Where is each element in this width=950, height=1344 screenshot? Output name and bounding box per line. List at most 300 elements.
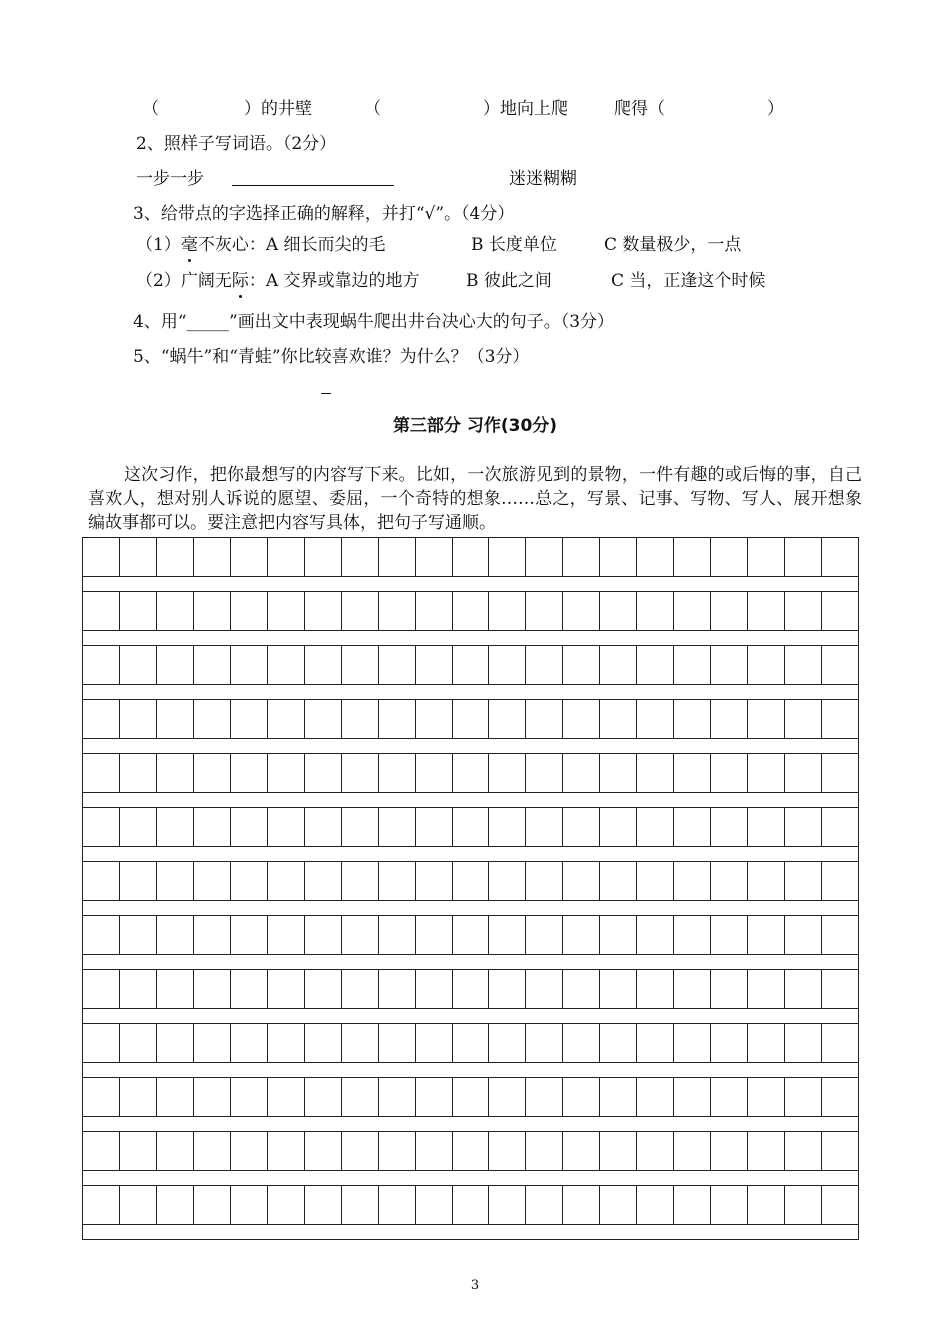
grid-cell[interactable] [416,808,453,846]
grid-cell[interactable] [600,862,637,900]
grid-cell[interactable] [711,646,748,684]
q3-item1-option-a: 不灰心：A 细长而尖的毛 [197,235,386,255]
grid-cell[interactable] [453,1078,490,1116]
grid-cell[interactable] [785,1078,822,1116]
grid-cell[interactable] [379,754,416,792]
grid-cell[interactable] [637,916,674,954]
grid-cell[interactable] [120,808,157,846]
grid-cell[interactable] [748,754,785,792]
grid-cell[interactable] [194,862,231,900]
grid-cell[interactable] [231,808,268,846]
grid-cell[interactable] [416,1024,453,1062]
grid-cell[interactable] [563,1078,600,1116]
grid-cell[interactable] [489,1078,526,1116]
grid-cell[interactable] [231,754,268,792]
grid-cell[interactable] [785,646,822,684]
grid-cell[interactable] [489,700,526,738]
grid-cell[interactable] [305,1078,342,1116]
grid-cell[interactable] [637,1132,674,1170]
grid-cell[interactable] [194,1024,231,1062]
grid-cell[interactable] [231,592,268,630]
grid-cell[interactable] [748,592,785,630]
grid-cell[interactable] [83,646,120,684]
grid-cell[interactable] [526,754,563,792]
grid-cell[interactable] [600,754,637,792]
grid-cell[interactable] [416,646,453,684]
q3-item1-option-b: B 长度单位 [471,235,557,255]
grid-cell[interactable] [711,1078,748,1116]
grid-cell[interactable] [268,1078,305,1116]
grid-cell[interactable] [748,1132,785,1170]
grid-cell[interactable] [637,808,674,846]
grid-cell[interactable] [379,970,416,1008]
grid-cell[interactable] [822,1024,858,1062]
grid-cell[interactable] [674,754,711,792]
grid-cell[interactable] [231,862,268,900]
grid-cell[interactable] [563,970,600,1008]
q3-item2-option-b: B 彼此之间 [466,271,552,291]
grid-cell[interactable] [268,646,305,684]
grid-cell[interactable] [489,970,526,1008]
grid-cell[interactable] [416,916,453,954]
grid-cell[interactable] [563,754,600,792]
grid-cell[interactable] [194,646,231,684]
grid-row [83,807,858,847]
grid-cell[interactable] [674,700,711,738]
page-number: 3 [470,1278,480,1293]
grid-cell[interactable] [194,916,231,954]
grid-cell[interactable] [120,970,157,1008]
grid-cell[interactable] [342,1132,379,1170]
grid-cell[interactable] [711,538,748,576]
grid-cell[interactable] [305,1024,342,1062]
grid-cell[interactable] [268,538,305,576]
grid-cell[interactable] [416,970,453,1008]
grid-cell[interactable] [157,754,194,792]
grid-cell[interactable] [489,1186,526,1224]
grid-cell[interactable] [342,1186,379,1224]
grid-cell[interactable] [231,646,268,684]
grid-cell[interactable] [453,1024,490,1062]
grid-cell[interactable] [822,916,858,954]
grid-cell[interactable] [563,1024,600,1062]
grid-cell[interactable] [453,646,490,684]
grid-cell[interactable] [268,1132,305,1170]
grid-cell[interactable] [526,700,563,738]
grid-cell[interactable] [526,592,563,630]
grid-cell[interactable] [563,1132,600,1170]
grid-cell[interactable] [379,1078,416,1116]
grid-cell[interactable] [342,1024,379,1062]
grid-row-gap [83,739,858,753]
grid-cell[interactable] [489,916,526,954]
grid-cell[interactable] [600,538,637,576]
q3-item1 [136,234,386,256]
grid-cell[interactable] [305,538,342,576]
grid-cell[interactable] [563,646,600,684]
grid-cell[interactable] [416,1078,453,1116]
grid-cell[interactable] [563,916,600,954]
grid-cell[interactable] [637,1186,674,1224]
grid-cell[interactable] [379,1186,416,1224]
grid-cell[interactable] [453,1132,490,1170]
grid-cell[interactable] [748,916,785,954]
grid-cell[interactable] [83,1186,120,1224]
grid-cell[interactable] [231,916,268,954]
grid-cell[interactable] [785,1132,822,1170]
grid-cell[interactable] [711,1024,748,1062]
grid-cell[interactable] [489,1132,526,1170]
grid-cell[interactable] [748,700,785,738]
grid-cell[interactable] [231,1132,268,1170]
grid-cell[interactable] [785,1024,822,1062]
grid-cell[interactable] [453,970,490,1008]
grid-cell[interactable] [637,754,674,792]
grid-cell[interactable] [231,700,268,738]
grid-cell[interactable] [822,970,858,1008]
grid-cell[interactable] [526,808,563,846]
grid-row [83,1023,858,1063]
grid-cell[interactable] [711,754,748,792]
grid-cell[interactable] [416,1132,453,1170]
grid-cell[interactable] [120,700,157,738]
grid-cell[interactable] [83,808,120,846]
grid-cell[interactable] [120,592,157,630]
grid-cell[interactable] [379,646,416,684]
grid-cell[interactable] [822,1078,858,1116]
grid-cell[interactable] [157,1024,194,1062]
grid-cell[interactable] [526,970,563,1008]
grid-cell[interactable] [268,754,305,792]
grid-cell[interactable] [748,808,785,846]
grid-cell[interactable] [305,916,342,954]
grid-cell[interactable] [637,862,674,900]
q2-example-a: 一步一步 [136,169,204,189]
grid-cell[interactable] [120,646,157,684]
grid-cell[interactable] [637,538,674,576]
grid-cell[interactable] [120,538,157,576]
grid-cell[interactable] [194,592,231,630]
grid-row-gap [83,955,858,969]
grid-cell[interactable] [600,700,637,738]
grid-cell[interactable] [268,808,305,846]
grid-cell[interactable] [453,592,490,630]
grid-cell[interactable] [120,1024,157,1062]
grid-cell[interactable] [711,970,748,1008]
grid-cell[interactable] [600,1024,637,1062]
grid-cell[interactable] [379,592,416,630]
grid-cell[interactable] [674,538,711,576]
grid-cell[interactable] [563,1186,600,1224]
grid-cell[interactable] [194,1186,231,1224]
grid-cell[interactable] [489,754,526,792]
grid-cell[interactable] [83,592,120,630]
grid-cell[interactable] [268,700,305,738]
grid-cell[interactable] [379,1024,416,1062]
grid-cell[interactable] [822,862,858,900]
grid-cell[interactable] [637,592,674,630]
grid-cell[interactable] [342,808,379,846]
grid-cell[interactable] [711,916,748,954]
grid-cell[interactable] [453,916,490,954]
grid-cell[interactable] [231,1024,268,1062]
grid-cell[interactable] [748,1186,785,1224]
grid-cell[interactable] [83,970,120,1008]
grid-cell[interactable] [453,808,490,846]
grid-cell[interactable] [526,1078,563,1116]
grid-cell[interactable] [785,592,822,630]
grid-cell[interactable] [157,916,194,954]
grid-cell[interactable] [489,808,526,846]
grid-cell[interactable] [600,1132,637,1170]
grid-cell[interactable] [416,700,453,738]
grid-cell[interactable] [379,808,416,846]
grid-cell[interactable] [785,1186,822,1224]
grid-cell[interactable] [674,592,711,630]
grid-cell[interactable] [83,538,120,576]
grid-cell[interactable] [748,538,785,576]
grid-cell[interactable] [342,862,379,900]
grid-cell[interactable] [711,592,748,630]
grid-cell[interactable] [489,538,526,576]
grid-cell[interactable] [822,646,858,684]
grid-cell[interactable] [83,862,120,900]
grid-cell[interactable] [748,970,785,1008]
grid-cell[interactable] [342,916,379,954]
grid-cell[interactable] [600,646,637,684]
grid-cell[interactable] [822,700,858,738]
grid-cell[interactable] [194,700,231,738]
grid-cell[interactable] [120,754,157,792]
q3-item2-prefix: （2）广阔无 [136,271,232,291]
grid-cell[interactable] [268,862,305,900]
grid-row-gap [83,901,858,915]
grid-cell[interactable] [785,700,822,738]
grid-cell[interactable] [268,970,305,1008]
grid-cell[interactable] [822,1132,858,1170]
grid-cell[interactable] [600,808,637,846]
grid-cell[interactable] [674,970,711,1008]
grid-cell[interactable] [563,538,600,576]
grid-cell[interactable] [526,538,563,576]
grid-cell[interactable] [194,754,231,792]
q3-item1-option-c: C 数量极少，一点 [604,235,742,255]
grid-cell[interactable] [157,646,194,684]
grid-cell[interactable] [637,646,674,684]
grid-cell[interactable] [83,700,120,738]
grid-cell[interactable] [637,700,674,738]
grid-cell[interactable] [231,1186,268,1224]
grid-cell[interactable] [157,1078,194,1116]
grid-cell[interactable] [674,646,711,684]
grid-cell[interactable] [83,916,120,954]
grid-cell[interactable] [120,1132,157,1170]
grid-cell[interactable] [453,700,490,738]
grid-cell[interactable] [194,808,231,846]
grid-cell[interactable] [637,1024,674,1062]
grid-cell[interactable] [120,862,157,900]
grid-cell[interactable] [305,592,342,630]
grid-cell[interactable] [305,700,342,738]
grid-cell[interactable] [711,1132,748,1170]
grid-cell[interactable] [342,700,379,738]
grid-cell[interactable] [83,754,120,792]
grid-cell[interactable] [526,646,563,684]
grid-cell[interactable] [674,808,711,846]
grid-cell[interactable] [342,754,379,792]
grid-row-gap [83,631,858,645]
grid-cell[interactable] [711,700,748,738]
grid-cell[interactable] [157,592,194,630]
grid-cell[interactable] [526,1024,563,1062]
grid-cell[interactable] [563,700,600,738]
grid-cell[interactable] [526,916,563,954]
grid-cell[interactable] [120,1186,157,1224]
grid-cell[interactable] [453,862,490,900]
grid-cell[interactable] [268,592,305,630]
grid-cell[interactable] [268,1024,305,1062]
grid-cell[interactable] [600,916,637,954]
grid-row [83,645,858,685]
grid-cell[interactable] [157,862,194,900]
grid-cell[interactable] [748,1024,785,1062]
grid-cell[interactable] [157,1132,194,1170]
grid-row [83,753,858,793]
grid-cell[interactable] [83,1132,120,1170]
grid-cell[interactable] [268,1186,305,1224]
grid-cell[interactable] [268,916,305,954]
grid-cell[interactable] [600,1186,637,1224]
grid-cell[interactable] [231,1078,268,1116]
grid-cell[interactable] [785,916,822,954]
grid-cell[interactable] [157,970,194,1008]
grid-cell[interactable] [157,1186,194,1224]
q2-answer-blank[interactable] [232,185,394,186]
grid-cell[interactable] [785,862,822,900]
grid-cell[interactable] [120,1078,157,1116]
grid-cell[interactable] [489,592,526,630]
grid-cell[interactable] [526,1186,563,1224]
grid-cell[interactable] [379,700,416,738]
grid-cell[interactable] [416,592,453,630]
essay-instructions: 这次习作，把你最想写的内容写下来。比如，一次旅游见到的景物，一件有趣的或后悔的事，自己喜欢人，想对别人诉说的愿望、委屈，一个奇特的想象……总之，写景、记事、写物、写人、展开想象编故事都可以。要注意把内容写具体，把句子写通顺。 [88,465,862,533]
grid-cell[interactable] [674,1078,711,1116]
grid-cell[interactable] [711,1186,748,1224]
grid-cell[interactable] [342,646,379,684]
grid-cell[interactable] [711,808,748,846]
grid-cell[interactable] [305,646,342,684]
grid-cell[interactable] [674,916,711,954]
grid-cell[interactable] [563,808,600,846]
grid-row [83,537,858,577]
grid-cell[interactable] [453,538,490,576]
grid-cell[interactable] [600,592,637,630]
grid-cell[interactable] [637,1078,674,1116]
grid-cell[interactable] [379,538,416,576]
grid-cell[interactable] [157,538,194,576]
grid-row-gap [83,1117,858,1131]
grid-cell[interactable] [194,970,231,1008]
grid-cell[interactable] [600,1078,637,1116]
grid-cell[interactable] [785,808,822,846]
grid-cell[interactable] [379,862,416,900]
grid-cell[interactable] [305,970,342,1008]
grid-cell[interactable] [342,592,379,630]
grid-row [83,969,858,1009]
grid-cell[interactable] [453,1186,490,1224]
grid-cell[interactable] [305,862,342,900]
grid-cell[interactable] [822,1186,858,1224]
grid-cell[interactable] [711,862,748,900]
grid-cell[interactable] [637,970,674,1008]
grid-cell[interactable] [453,754,490,792]
grid-cell[interactable] [416,862,453,900]
grid-row [83,699,858,739]
grid-cell[interactable] [379,916,416,954]
grid-cell[interactable] [674,1132,711,1170]
grid-cell[interactable] [194,1132,231,1170]
grid-cell[interactable] [748,646,785,684]
grid-cell[interactable] [342,1078,379,1116]
grid-cell[interactable] [305,754,342,792]
grid-cell[interactable] [785,754,822,792]
grid-cell[interactable] [83,1024,120,1062]
grid-cell[interactable] [489,646,526,684]
q3-item2 [136,270,420,292]
grid-cell[interactable] [674,1024,711,1062]
grid-cell[interactable] [416,754,453,792]
grid-cell[interactable] [526,1132,563,1170]
grid-cell[interactable] [305,1186,342,1224]
grid-cell[interactable] [489,862,526,900]
grid-cell[interactable] [822,538,858,576]
grid-cell[interactable] [120,916,157,954]
grid-cell[interactable] [231,970,268,1008]
grid-cell[interactable] [822,808,858,846]
grid-cell[interactable] [822,592,858,630]
grid-cell[interactable] [416,1186,453,1224]
grid-cell[interactable] [600,970,637,1008]
grid-cell[interactable] [342,538,379,576]
grid-cell[interactable] [194,538,231,576]
q1-blank-b: （ ）地向上爬 [364,99,568,119]
grid-cell[interactable] [526,862,563,900]
grid-cell[interactable] [785,970,822,1008]
grid-cell[interactable] [305,808,342,846]
grid-cell[interactable] [489,1024,526,1062]
grid-cell[interactable] [416,538,453,576]
grid-cell[interactable] [674,1186,711,1224]
grid-cell[interactable] [194,1078,231,1116]
grid-cell[interactable] [342,970,379,1008]
grid-cell[interactable] [674,862,711,900]
writing-grid[interactable] [82,537,859,1240]
grid-cell[interactable] [379,1132,416,1170]
q3-prompt: 3、给带点的字选择正确的解释，并打“√”。（4分） [133,204,515,224]
grid-cell[interactable] [305,1132,342,1170]
grid-cell[interactable] [748,862,785,900]
grid-cell[interactable] [563,592,600,630]
grid-cell[interactable] [785,538,822,576]
q3-item1-dotted-char: 毫 [180,235,198,255]
grid-cell[interactable] [822,754,858,792]
grid-cell[interactable] [83,1078,120,1116]
grid-cell[interactable] [748,1078,785,1116]
grid-cell[interactable] [231,538,268,576]
grid-cell[interactable] [157,700,194,738]
grid-cell[interactable] [563,862,600,900]
grid-cell[interactable] [157,808,194,846]
